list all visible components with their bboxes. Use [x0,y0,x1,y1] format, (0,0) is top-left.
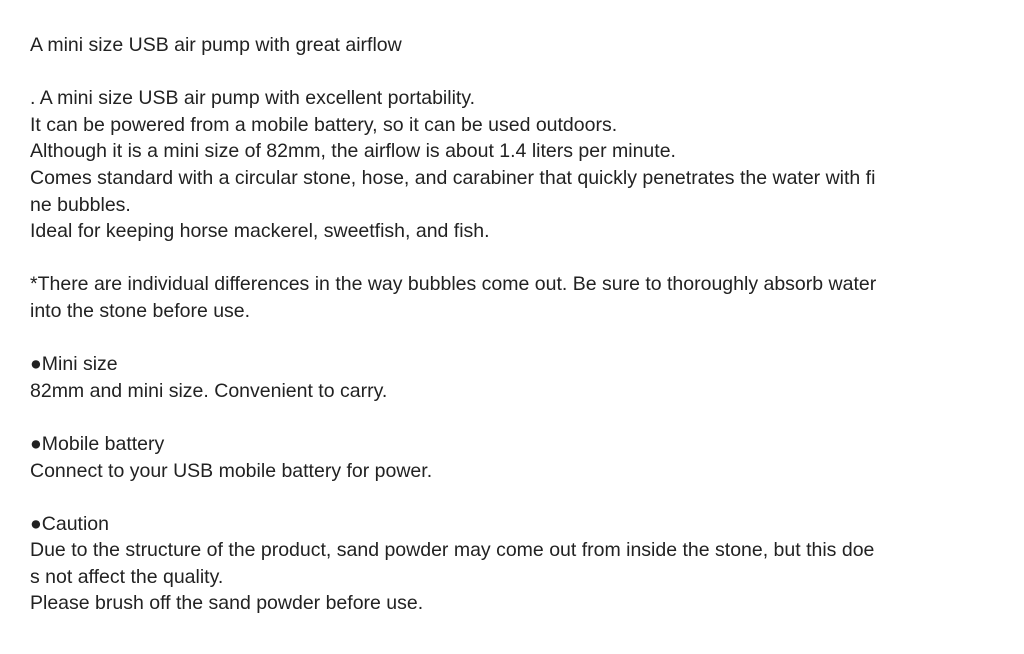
note-line: *There are individual differences in the way bubbles come out. Be sure to thoroughly absorb water [30,273,877,296]
section-text: Connect to your USB mobile battery for power. [30,459,433,482]
section-heading-mini-size: ●Mini size [30,353,118,376]
section-heading-mobile-battery: ●Mobile battery [30,432,165,455]
section-text: s not affect the quality. [30,565,224,588]
intro-line: Comes standard with a circular stone, hose, and carabiner that quickly penetrates the water with fi [30,166,876,189]
intro-line: . A mini size USB air pump with excellent portability. [30,87,476,110]
note-line: into the stone before use. [30,299,251,322]
product-description [30,32,1005,617]
spacer [30,404,1005,431]
intro-line: Ideal for keeping horse mackerel, sweetfish, and fish. [30,220,490,243]
intro-line: It can be powered from a mobile battery, so it can be used outdoors. [30,113,618,136]
intro-line: Although it is a mini size of 82mm, the airflow is about 1.4 liters per minute. [30,140,676,163]
spacer [30,245,1005,272]
spacer [30,325,1005,352]
section-text: 82mm and mini size. Convenient to carry. [30,379,388,402]
section-text: Please brush off the sand powder before use. [30,592,424,615]
intro-line: ne bubbles. [30,193,131,216]
section-heading-caution: ●Caution [30,512,109,535]
spacer [30,59,1005,86]
section-text: Due to the structure of the product, sand powder may come out from inside the stone, but this doe [30,539,875,562]
product-title: A mini size USB air pump with great airflow [30,34,402,56]
spacer [30,484,1005,511]
